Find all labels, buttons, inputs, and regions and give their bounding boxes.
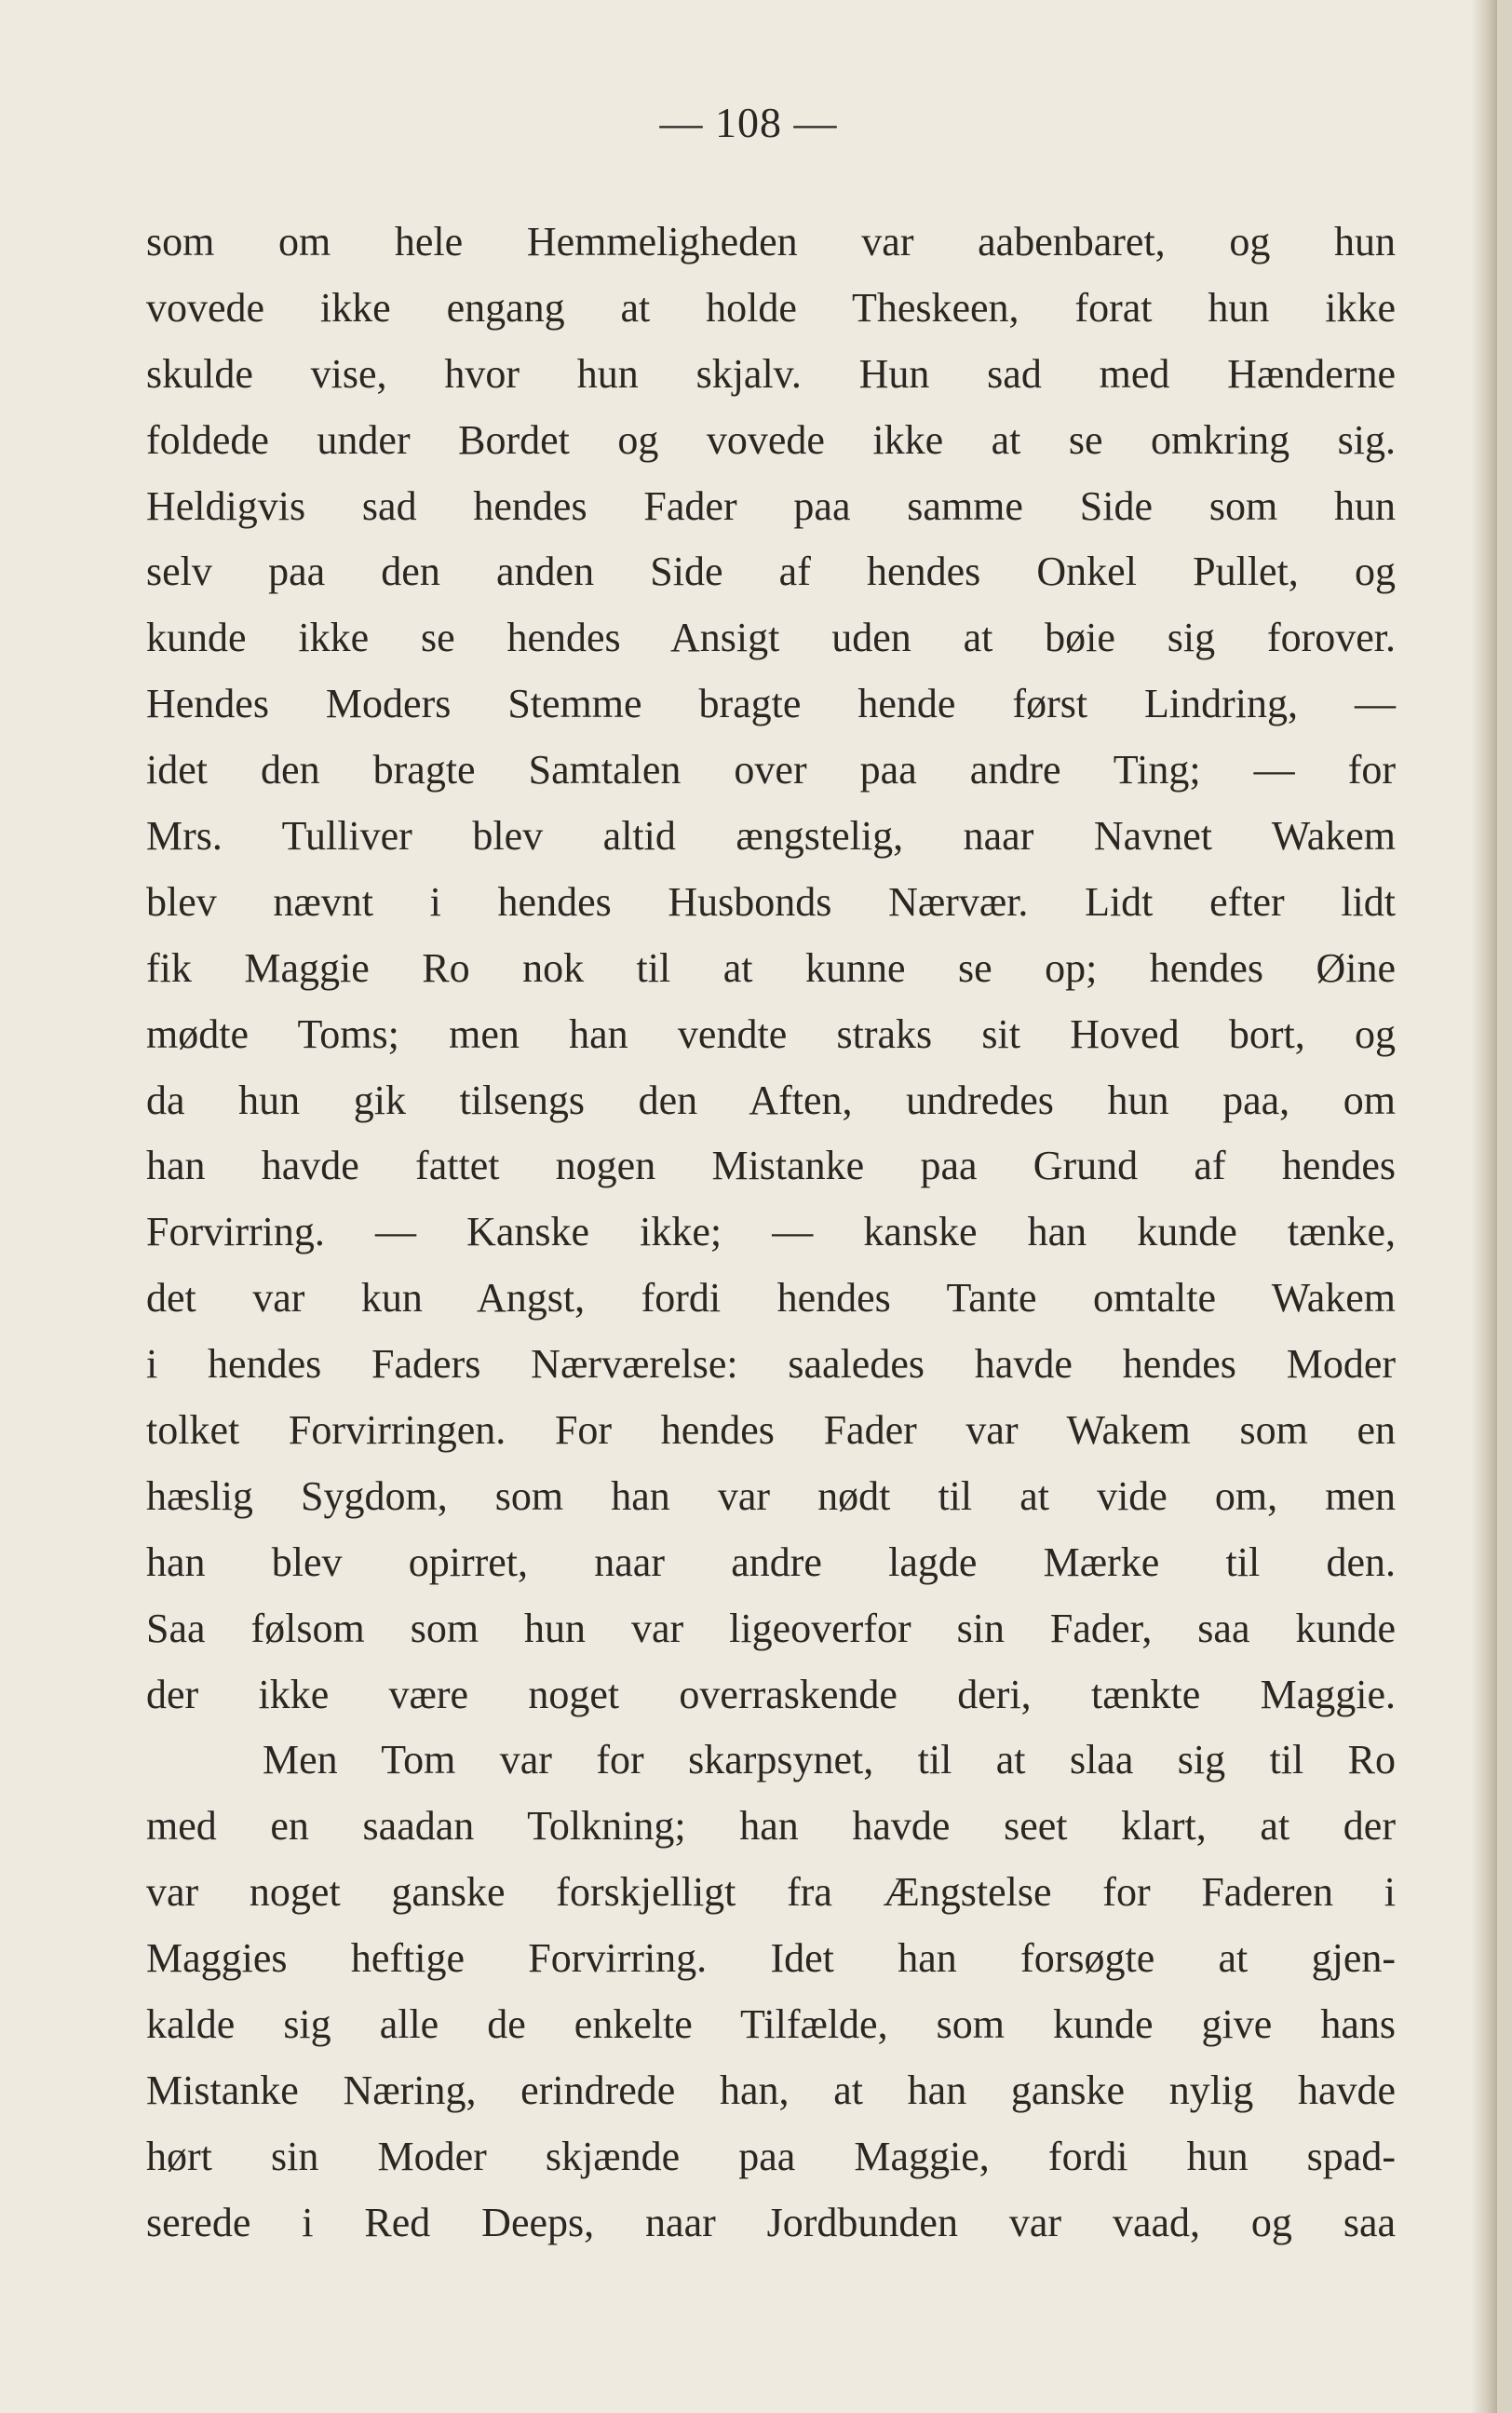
text-line: var noget ganske forskjelligt fra Ængstelse for Faderen i	[146, 1869, 1396, 1916]
text-line: kalde sig alle de enkelte Tilfælde, som kunde give hans	[146, 2001, 1396, 2048]
text-line: Men Tom var for skarpsynet, til at slaa sig til Ro	[263, 1737, 1396, 1783]
text-line: tolket Forvirringen. For hendes Fader var Wakem som en	[146, 1407, 1396, 1454]
text-line: Maggies heftige Forvirring. Idet han forsøgte at gjen-	[146, 1935, 1396, 1982]
text-line: der ikke være noget overraskende deri, tænkte Maggie.	[146, 1671, 1396, 1717]
text-line: Mrs. Tulliver blev altid ængstelig, naar Navnet Wakem	[146, 813, 1396, 860]
text-line: skulde vise, hvor hun skjalv. Hun sad med Hænderne	[146, 350, 1396, 397]
page-number: — 108 —	[659, 99, 838, 146]
text-line: Saa følsom som hun var ligeoverfor sin Fader, saa kunde	[146, 1605, 1396, 1651]
text-line: Hendes Moders Stemme bragte hende først Lindring, —	[146, 681, 1396, 727]
text-line: med en saadan Tolkning; han havde seet klart, at der	[146, 1803, 1396, 1850]
text-line: idet den bragte Samtalen over paa andre Ting; — for	[146, 747, 1396, 793]
text-line: det var kun Angst, fordi hendes Tante omtalte Wakem	[146, 1275, 1396, 1322]
text-line: fik Maggie Ro nok til at kunne se op; hendes Øine	[146, 944, 1396, 991]
text-line: Forvirring. — Kanske ikke; — kanske han kunde tænke,	[146, 1209, 1396, 1255]
text-line: kunde ikke se hendes Ansigt uden at bøie sig forover.	[146, 615, 1396, 661]
text-line: mødte Toms; men han vendte straks sit Hoved bort, og	[146, 1010, 1396, 1057]
text-line: foldede under Bordet og vovede ikke at se omkring sig.	[146, 416, 1396, 463]
page-edge-shadow	[1471, 0, 1497, 2413]
text-line: han blev opirret, naar andre lagde Mærke til den.	[146, 1539, 1396, 1585]
text-line: Heldigvis sad hendes Fader paa samme Side som hun	[146, 482, 1396, 529]
text-line: han havde fattet nogen Mistanke paa Grund af hendes	[146, 1143, 1396, 1189]
text-line: hørt sin Moder skjænde paa Maggie, fordi hun spad-	[146, 2133, 1396, 2179]
text-line: hæslig Sygdom, som han var nødt til at vide om, men	[146, 1472, 1396, 1519]
text-line: Mistanke Næring, erindrede han, at han ganske nylig havde	[146, 2067, 1396, 2113]
text-line: serede i Red Deeps, naar Jordbunden var vaad, og saa	[146, 2199, 1396, 2245]
text-line: vovede ikke engang at holde Theskeen, forat hun ikke	[146, 284, 1396, 331]
text-line: som om hele Hemmeligheden var aabenbaret, og hun	[146, 219, 1396, 264]
body-text	[146, 210, 1396, 2257]
text-line: selv paa den anden Side af hendes Onkel Pullet, og	[146, 549, 1396, 595]
text-line: da hun gik tilsengs den Aften, undredes hun paa, om	[146, 1077, 1396, 1123]
text-line: blev nævnt i hendes Husbonds Nærvær. Lidt efter lidt	[146, 878, 1396, 925]
text-line: i hendes Faders Nærværelse: saaledes havde hendes Moder	[146, 1341, 1396, 1388]
